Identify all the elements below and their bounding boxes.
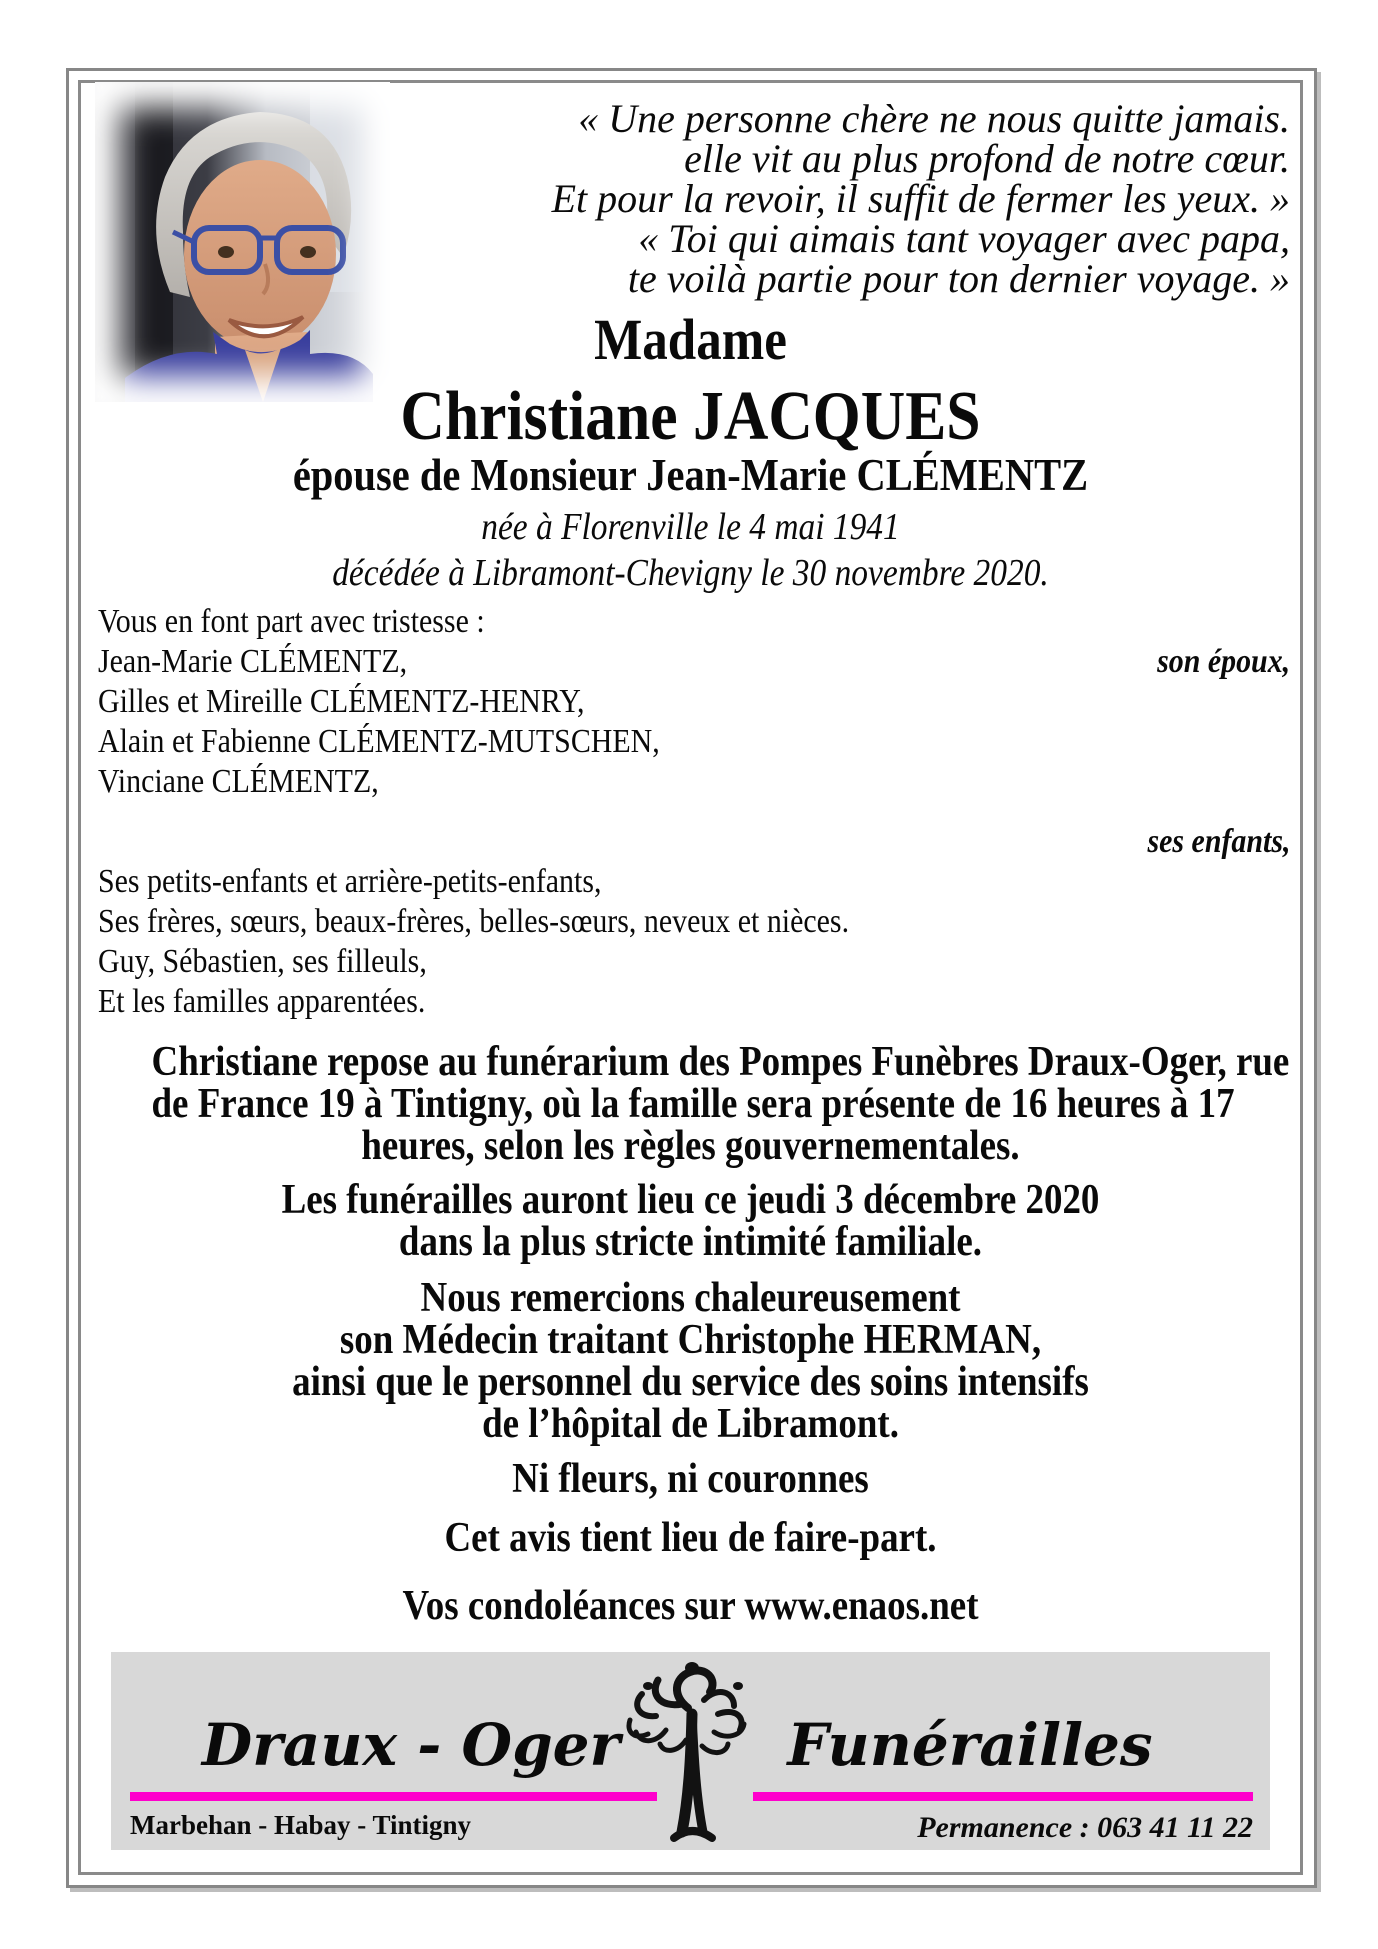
relation-children: ses enfants, bbox=[1147, 823, 1290, 860]
thanks-line-2: son Médecin traitant Christophe HERMAN, bbox=[339, 1317, 1042, 1363]
ceremony-line-1: Les funérailles auront lieu ce jeudi 3 décembre 2020 bbox=[281, 1177, 1100, 1223]
notice-line: Cet avis tient lieu de faire-part. bbox=[444, 1515, 937, 1561]
quote-line-2: elle vit au plus profond de notre cœur. bbox=[684, 136, 1290, 181]
ceremony-line-2: dans la plus stricte intimité familiale. bbox=[398, 1219, 983, 1265]
accent-bar-left bbox=[130, 1792, 657, 1801]
mourner-child-3: Vinciane CLÉMENTZ, bbox=[98, 763, 379, 800]
mourner-child-1: Gilles et Mireille CLÉMENTZ-HENRY, bbox=[98, 683, 585, 720]
title-salutation: Madame bbox=[594, 307, 787, 372]
thanks-line-1: Nous remercions chaleureusement bbox=[420, 1275, 961, 1321]
birth-line: née à Florenville le 4 mai 1941 bbox=[481, 506, 900, 548]
condolences-line: Vos condoléances sur www.enaos.net bbox=[402, 1583, 979, 1629]
tree-icon bbox=[622, 1656, 762, 1846]
repose-line-3: heures, selon les règles gouvernementales. bbox=[361, 1123, 1020, 1169]
funeral-home-name: Draux - Oger bbox=[201, 1711, 621, 1779]
repose-line-1: Christiane repose au funérarium des Pompes Funèbres Draux-Oger, rue bbox=[151, 1039, 1290, 1085]
quote-line-3: Et pour la revoir, il suffit de fermer les yeux. » bbox=[551, 176, 1290, 221]
quote-line-1: « Une personne chère ne nous quitte jamais. bbox=[578, 96, 1290, 141]
deceased-name: Christiane JACQUES bbox=[400, 378, 981, 455]
death-line: décédée à Libramont-Chevigny le 30 novembre 2020. bbox=[332, 552, 1049, 594]
funeral-home-locations: Marbehan - Habay - Tintigny bbox=[130, 1810, 472, 1840]
relation-spouse: son époux, bbox=[1156, 643, 1290, 680]
spouse-line: épouse de Monsieur Jean-Marie CLÉMENTZ bbox=[292, 449, 1089, 500]
quote-line-5: te voilà partie pour ton dernier voyage. » bbox=[627, 256, 1290, 301]
mourner-other-2: Ses frères, sœurs, beaux-frères, belles-sœurs, neveux et nièces. bbox=[98, 903, 850, 940]
mourner-spouse: Jean-Marie CLÉMENTZ, bbox=[98, 643, 408, 680]
thanks-line-4: de l’hôpital de Libramont. bbox=[482, 1401, 899, 1447]
mourner-child-2: Alain et Fabienne CLÉMENTZ-MUTSCHEN, bbox=[98, 723, 660, 760]
mourner-other-4: Et les familles apparentées. bbox=[98, 983, 426, 1020]
announcement-intro: Vous en font part avec tristesse : bbox=[98, 603, 485, 640]
repose-line-2: de France 19 à Tintigny, où la famille sera présente de 16 heures à 17 bbox=[151, 1081, 1235, 1127]
no-flowers-line: Ni fleurs, ni couronnes bbox=[512, 1456, 869, 1502]
mourner-other-3: Guy, Sébastien, ses filleuls, bbox=[98, 943, 427, 980]
mourner-other-1: Ses petits-enfants et arrière-petits-enfants, bbox=[98, 863, 602, 900]
funeral-home-phone: Permanence : 063 41 11 22 bbox=[917, 1811, 1253, 1844]
thanks-line-3: ainsi que le personnel du service des soins intensifs bbox=[292, 1359, 1089, 1405]
accent-bar-right bbox=[753, 1792, 1253, 1801]
quote-line-4: « Toi qui aimais tant voyager avec papa, bbox=[638, 216, 1290, 261]
funeral-home-service: Funérailles bbox=[787, 1711, 1153, 1779]
